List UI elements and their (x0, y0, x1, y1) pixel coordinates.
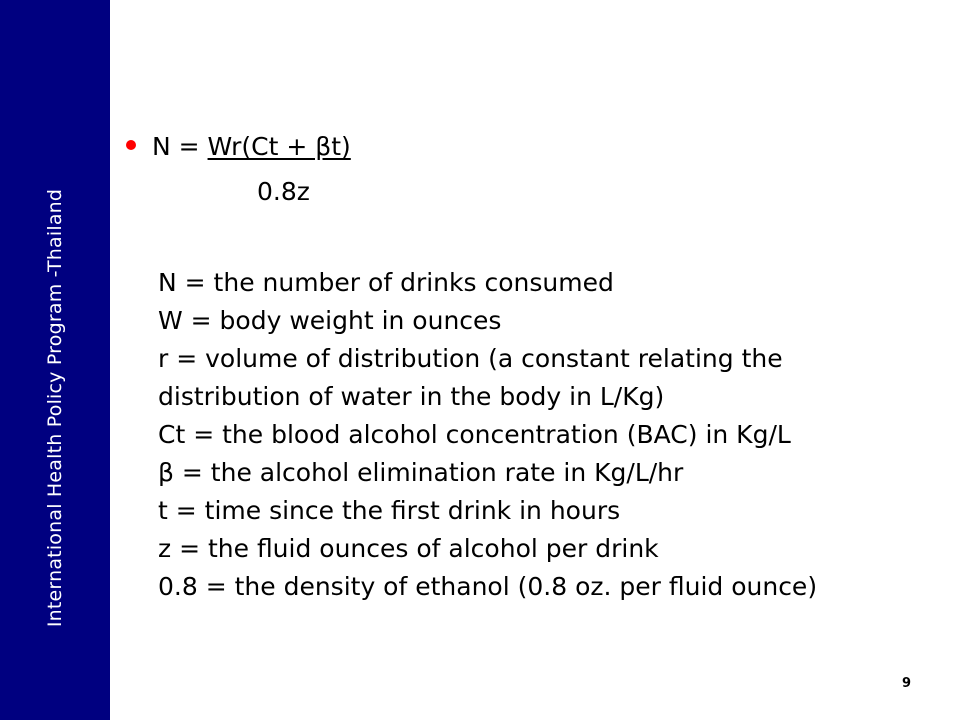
definition-line: W = body weight in ounces (158, 306, 502, 335)
definition-line: z = the fluid ounces of alcohol per drink (158, 534, 659, 563)
sidebar-title: International Health Policy Program -Thailand (44, 188, 66, 628)
definition-line: t = time since the first drink in hours (158, 496, 621, 525)
definition-line: β = the alcohol elimination rate in Kg/L/hr (158, 458, 684, 487)
formula-line (126, 131, 351, 163)
formula-lhs: N = (152, 132, 208, 161)
definition-line: r = volume of distribution (a constant relating the (158, 344, 783, 373)
sidebar-banner (0, 0, 110, 720)
definition-line: N = the number of drinks consumed (158, 268, 614, 297)
formula-numerator: Wr(Ct + βt) (207, 132, 351, 161)
formula-denominator: 0.8z (257, 177, 310, 206)
definition-line: 0.8 = the density of ethanol (0.8 oz. per fluid ounce) (158, 572, 818, 601)
definition-line: distribution of water in the body in L/Kg) (158, 382, 665, 411)
definition-line: Ct = the blood alcohol concentration (BAC) in Kg/L (158, 420, 791, 449)
bullet-icon (126, 140, 136, 150)
definitions-list (158, 264, 938, 606)
page-number: 9 (902, 676, 912, 691)
